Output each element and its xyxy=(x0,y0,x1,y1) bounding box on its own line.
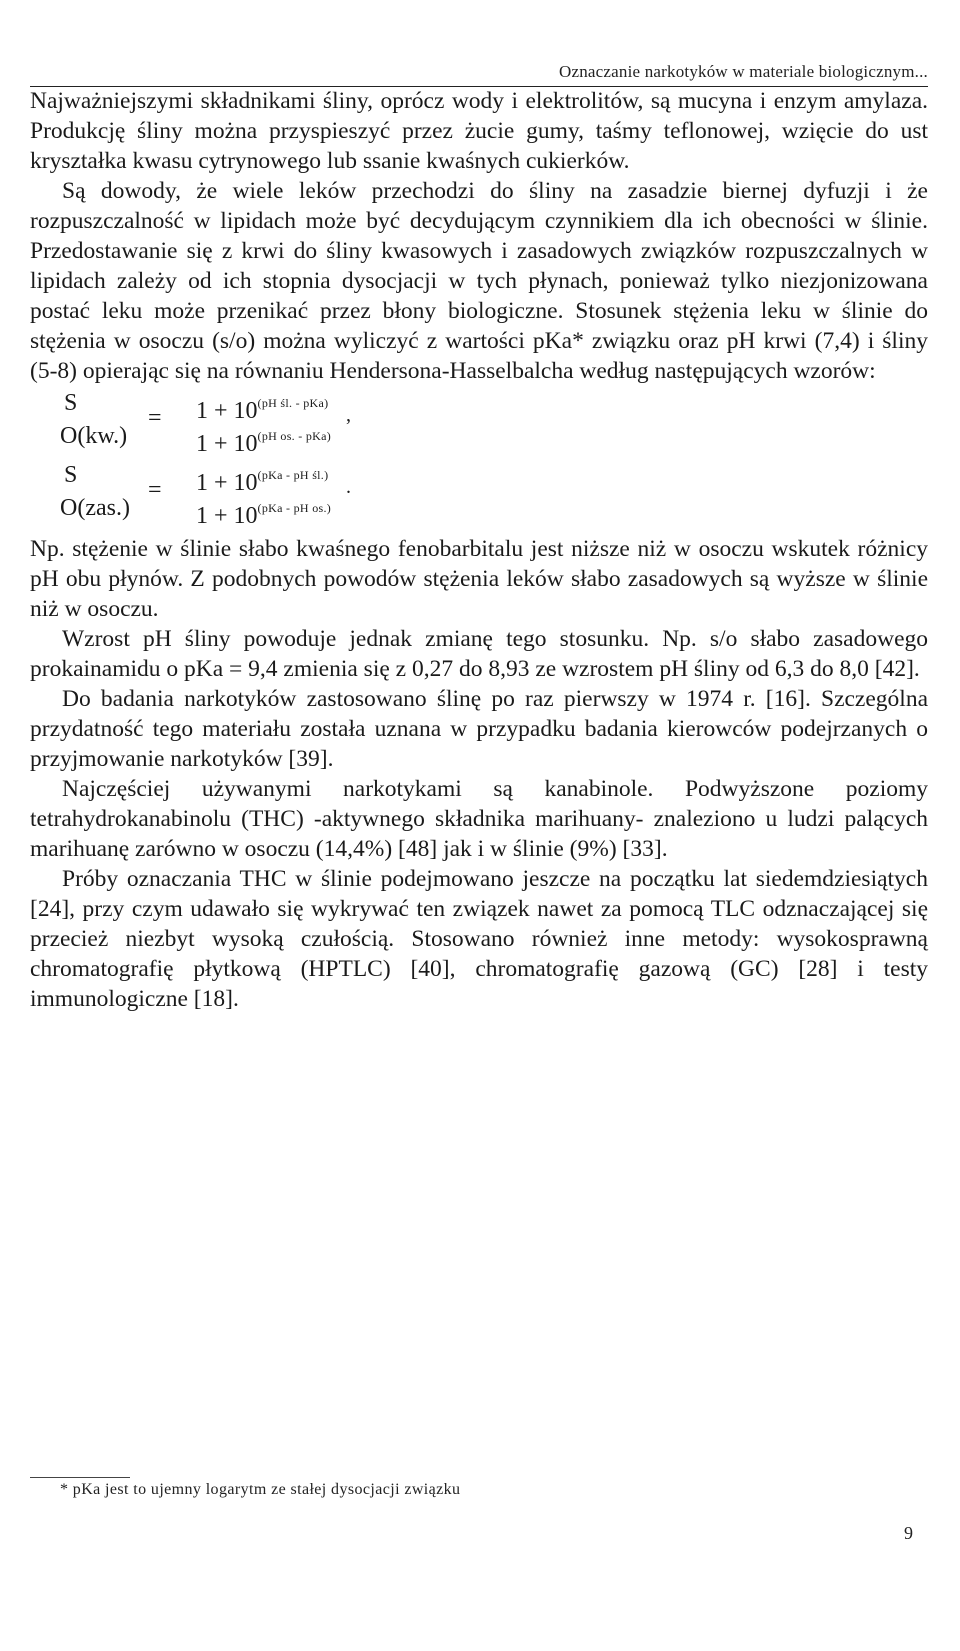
formula-1-lhs-denominator: O(kw.) xyxy=(60,423,128,449)
paragraph-3: Np. stężenie w ślinie słabo kwaśnego fenobarbitalu jest niższe niż w osoczu wskutek różnicy pH obu płynów. Z podobnych powodów stężenia leków słabo zasadowych są wyższe w ślinie niż w osoczu. xyxy=(30,536,928,622)
formula-2-rhs-numerator: $1 + 10^{(pKa - pH śl.)}$ xyxy=(196,468,329,496)
formula-2-rhs-denominator: $1 + 10^{(pKa - pH os.)}$ xyxy=(196,501,332,529)
paragraph-2: Są dowody, że wiele leków przechodzi do śliny na zasadzie biernej dyfuzji i że rozpuszczalność w lipidach może być decydującym czynnikiem dla ich obecności w ślinie. Przedostawanie się z krwi do śliny kwasowych i zasadowych związków rozpuszczalnych w lipidach zależy od ich stopnia dysocjacji w tych płynach, ponieważ tylko niezjonizowana postać leku może przenikać przez błony biologiczne. Stosunek stężenia leku w ślinie do stężenia w osoczu (s/o) można wyliczyć z wartości pKa* związku oraz pH krwi (7,4) i śliny (5-8) opierając się na równaniu Hendersona-Hasselbalcha według następujących wzorów: xyxy=(30,178,928,384)
footnote: * pKa jest to ujemny logarytm ze stałej dysocjacji związku xyxy=(60,1481,461,1498)
formula-1-lhs-numerator: S xyxy=(64,390,78,416)
page-number: 9 xyxy=(904,1523,913,1543)
paragraph-5: Do badania narkotyków zastosowano ślinę po raz pierwszy w 1974 r. [16]. Szczególna przydatność tego materiału została uznana w przypadku badania kierowców podejrzanych o przyjmowanie narkotyków [39]. xyxy=(30,686,928,772)
formula-1-denominator-exponent: (pH os. - pKa) xyxy=(257,429,332,443)
formula-2-punctuation: . xyxy=(346,476,351,498)
footnote-rule xyxy=(30,1477,130,1478)
formula-1-equals: = xyxy=(148,405,162,431)
formula-2-lhs-denominator: O(zas.) xyxy=(60,495,130,521)
paragraph-7: Próby oznaczania THC w ślinie podejmowano jeszcze na początku lat siedemdziesiątych [24], przy czym udawało się wykrywać ten związek nawet za pomocą TLC odznaczającej się przecież niezbyt wysoką czułością. Stosowano również inne metody: wysokosprawną chromatografię płytkową (HPTLC) [40], chromatografię gazową (GC) [28] i testy immunologiczne [18]. xyxy=(30,866,928,1012)
formula-basic xyxy=(60,460,860,528)
paragraph-4: Wzrost pH śliny powoduje jednak zmianę tego stosunku. Np. s/o słabo zasadowego prokainamidu o pKa = 9,4 zmienia się z 0,27 do 8,93 ze wzrostem pH śliny od 6,3 do 8,0 [42]. xyxy=(30,626,928,682)
formula-2-denominator-exponent: (pKa - pH os.) xyxy=(257,501,332,515)
formula-1-rhs-denominator: $1 + 10^{(pH os. - pKa)}$ xyxy=(196,429,332,457)
formula-1-numerator-exponent: (pH śl. - pKa) xyxy=(257,396,329,410)
formula-1-rhs-numerator: $1 + 10^{(pH śl. - pKa)}$ xyxy=(196,396,329,424)
paragraph-1: Najważniejszymi składnikami śliny, oprócz wody i elektrolitów, są mucyna i enzym amylaza. Produkcję śliny można przyspieszyć przez żucie gumy, taśmy teflonowej, wzięcie do ust kryształka kwasu cytrynowego lub ssanie kwaśnych cukierków. xyxy=(30,88,928,174)
running-header: Oznaczanie narkotyków w materiale biologicznym... xyxy=(558,62,928,81)
formula-2-lhs-numerator: S xyxy=(64,462,78,488)
paragraph-6: Najczęściej używanymi narkotykami są kanabinole. Podwyższone poziomy tetrahydrokanabinolu (THC) -aktywnego składnika marihuany- znaleziono u ludzi palących marihuanę zarówno w osoczu (14,4%) [48] jak i w ślinie (9%) [33]. xyxy=(30,776,928,862)
formula-2-numerator-exponent: (pKa - pH śl.) xyxy=(257,468,329,482)
formula-2-equals: = xyxy=(148,477,162,503)
formula-acidic xyxy=(60,388,860,456)
formula-block xyxy=(30,386,928,534)
body-text xyxy=(30,86,928,1014)
formula-1-punctuation: , xyxy=(346,404,351,426)
